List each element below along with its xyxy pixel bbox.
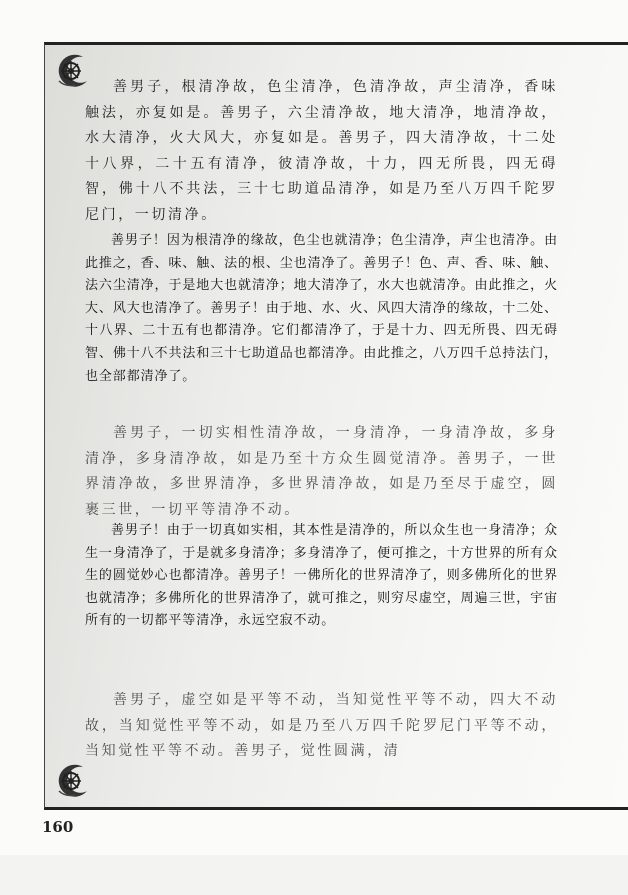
sutra-passage-2: 善男子，一切实相性清净故，一身清净，一身清净故，多身清净，多身清净故，如是乃至十方众生圆觉清净。善男子，一世界清净故，多世界清净，多世界清净故，如是乃至尽于虚空，圆裹三世，一切平等清净不动。 [85, 425, 558, 518]
sutra-passage-3: 善男子，虚空如是平等不动，当知觉性平等不动，四大不动故，当知觉性平等不动，如是乃至八万四千陀罗尼门平等不动，当知觉性平等不动。善男子，觉性圆满，清 [85, 692, 558, 759]
book-page [44, 42, 628, 810]
translation-passage-2: 善男子！由于一切真如实相，其本性是清净的，所以众生也一身清净；众生一身清净了，于是就多身清净；多身清净了，便可推之，十方世界的所有众生的圆觉妙心也都清净。善男子！一佛所化的世界清净了，则多佛所化的世界也就清净；多佛所化的世界清净了，就可推之，则穷尽虚空，周遍三世，宇宙所有的一切都平等清净，永远空寂不动。 [85, 522, 558, 628]
translation-passage-1: 善男子！因为根清净的缘故，色尘也就清净；色尘清净，声尘也清净。由此推之，香、味、触、法的根、尘也清净了。善男子！色、声、香、味、触、法六尘清净，于是地大也就清净；地大清净了，水大也就清净。由此推之，火大、风大也清净了。善男子！由于地、水、火、风四大清净的缘故，十二处、十八界、二十五有也都清净。它们都清净了，于是十力、四无所畏、四无碍智、佛十八不共法和三十七助道品也都清净。由此推之，八万四千总持法门，也全部都清净了。 [85, 232, 558, 383]
dharma-wheel-icon [53, 761, 93, 801]
page-number: 160 [42, 818, 74, 836]
sutra-passage-1: 善男子，根清净故，色尘清净，色清净故，声尘清净，香味触法，亦复如是。善男子，六尘清净故，地大清净，地清净故，水大清净，火大风大，亦复如是。善男子，四大清净故，十二处十八界，二十五有清净，彼清净故，十力，四无所畏，四无碍智，佛十八不共法，三十七助道品清净，如是乃至八万四千陀罗尼门，一切清净。 [85, 79, 558, 223]
page-footer-band [0, 855, 628, 895]
